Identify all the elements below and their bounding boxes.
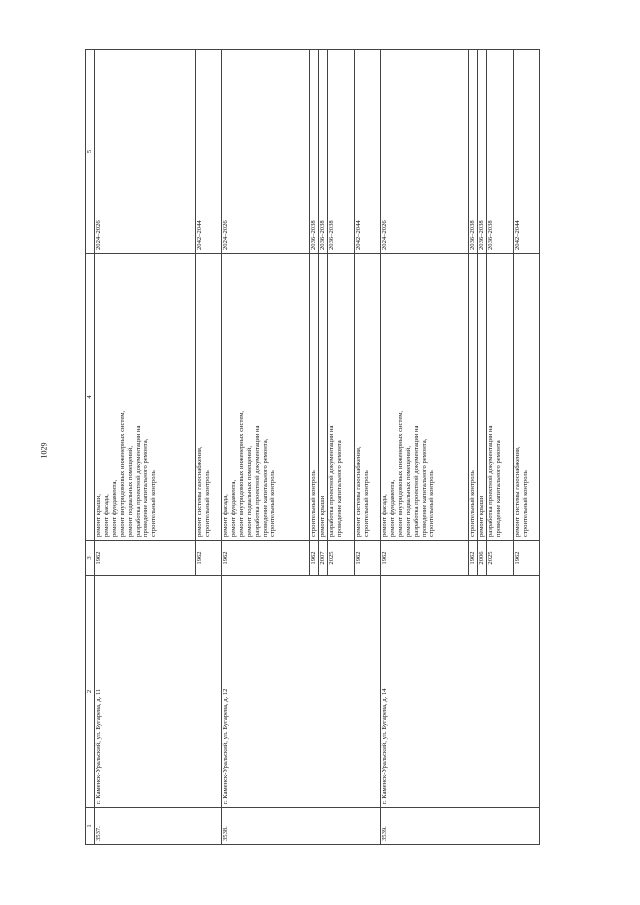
- column-number-row: [86, 50, 95, 845]
- work-line: ремонт крыши: [478, 495, 486, 537]
- year-cell: 2025: [487, 541, 513, 576]
- work-line: ремонт системы газоснабжения,: [513, 446, 521, 537]
- period-cell: 2036–2038: [478, 50, 487, 254]
- work-line: ремонт фасада,: [222, 494, 230, 537]
- period-cell: 2036–2038: [487, 50, 513, 254]
- year-cell: 2007: [319, 541, 328, 576]
- year-cell: 2006: [478, 541, 487, 576]
- works-cell: [469, 254, 478, 541]
- work-line: строительный контроль: [310, 470, 318, 537]
- works-cell: [310, 254, 319, 541]
- entry-number: 3537.: [95, 808, 222, 845]
- work-line: ремонт фасада,: [102, 494, 110, 537]
- year-cell: 1962: [222, 541, 310, 576]
- work-line: разработка проектной документации на: [412, 425, 420, 537]
- work-line: ремонт подвальных помещений,: [126, 446, 134, 537]
- work-line: проведение капитального ремонта,: [142, 438, 150, 537]
- work-line: проведение капитального ремонта: [336, 440, 344, 537]
- work-line: разработка проектной документации на: [487, 425, 495, 537]
- year-cell: 1962: [95, 541, 196, 576]
- year-cell: 1962: [354, 541, 380, 576]
- col-header-2: 2: [86, 576, 95, 808]
- table-row: [222, 50, 310, 845]
- work-line: ремонт фундамента,: [229, 479, 237, 537]
- year-cell: 1962: [195, 541, 221, 576]
- rotated-table-container: [85, 85, 540, 845]
- table-row: [380, 50, 468, 845]
- table-row: [95, 50, 196, 845]
- period-cell: 2036–2038: [328, 50, 354, 254]
- period-cell: 2024–2026: [222, 50, 310, 254]
- work-line: проведение капитального ремонта: [495, 440, 503, 537]
- works-cell: [195, 254, 221, 541]
- work-line: ремонт системы газоснабжения,: [195, 446, 203, 537]
- works-cell: [354, 254, 380, 541]
- repair-schedule-table: [85, 49, 540, 845]
- period-cell: 2036–2038: [469, 50, 478, 254]
- col-header-1: 1: [86, 808, 95, 845]
- year-cell: 1962: [469, 541, 478, 576]
- works-cell: [487, 254, 513, 541]
- work-line: ремонт внутридомовых инженерных систем,: [396, 410, 404, 537]
- col-header-5: 5: [86, 50, 95, 254]
- work-line: ремонт подвальных помещений,: [404, 446, 412, 537]
- entry-address: г. Каменск-Уральский, ул. Бугарева, д. 11: [95, 576, 222, 808]
- works-cell: [319, 254, 328, 541]
- work-line: строительный контроль: [521, 470, 529, 537]
- work-line: ремонт фундамента,: [110, 479, 118, 537]
- period-cell: 2024–2026: [380, 50, 468, 254]
- work-line: ремонт внутридомовых инженерных систем,: [118, 410, 126, 537]
- entry-number: 3538.: [222, 808, 381, 845]
- work-line: разработка проектной документации на: [253, 425, 261, 537]
- page-number: 1029: [39, 442, 49, 459]
- works-cell: [95, 254, 196, 541]
- works-cell: [478, 254, 487, 541]
- year-cell: 1962: [310, 541, 319, 576]
- work-line: строительный контроль: [469, 470, 477, 537]
- work-line: строительный контроль: [269, 470, 277, 537]
- works-cell: [513, 254, 539, 541]
- col-header-3: 3: [86, 541, 95, 576]
- entry-address: г. Каменск-Уральский, ул. Бугарева, д. 12: [222, 576, 381, 808]
- work-line: строительный контроль: [428, 470, 436, 537]
- work-line: строительный контроль: [362, 470, 370, 537]
- year-cell: 1962: [513, 541, 539, 576]
- work-line: проведение капитального ремонта,: [261, 438, 269, 537]
- work-line: ремонт крыши: [319, 495, 327, 537]
- year-cell: 1962: [380, 541, 468, 576]
- year-cell: 2025: [328, 541, 354, 576]
- work-line: ремонт подвальных помещений,: [245, 446, 253, 537]
- entry-number: 3539.: [380, 808, 539, 845]
- work-line: строительный контроль: [203, 470, 211, 537]
- work-line: разработка проектной документации на: [134, 425, 142, 537]
- works-cell: [380, 254, 468, 541]
- works-cell: [328, 254, 354, 541]
- work-line: ремонт крыши,: [95, 494, 102, 537]
- period-cell: 2042–2044: [513, 50, 539, 254]
- period-cell: 2024–2026: [95, 50, 196, 254]
- period-cell: 2042–2044: [195, 50, 221, 254]
- period-cell: 2042–2044: [354, 50, 380, 254]
- period-cell: 2036–2038: [319, 50, 328, 254]
- work-line: ремонт системы газоснабжения,: [354, 446, 362, 537]
- entry-address: г. Каменск-Уральский, ул. Бугарева, д. 14: [380, 576, 539, 808]
- work-line: ремонт фундамента,: [388, 479, 396, 537]
- col-header-4: 4: [86, 254, 95, 541]
- work-line: проведение капитального ремонта,: [420, 438, 428, 537]
- period-cell: 2036–2038: [310, 50, 319, 254]
- work-line: ремонт фасада,: [380, 494, 388, 537]
- work-line: ремонт внутридомовых инженерных систем,: [237, 410, 245, 537]
- work-line: строительный контроль: [150, 470, 158, 537]
- work-line: разработка проектной документации на: [328, 425, 336, 537]
- works-cell: [222, 254, 310, 541]
